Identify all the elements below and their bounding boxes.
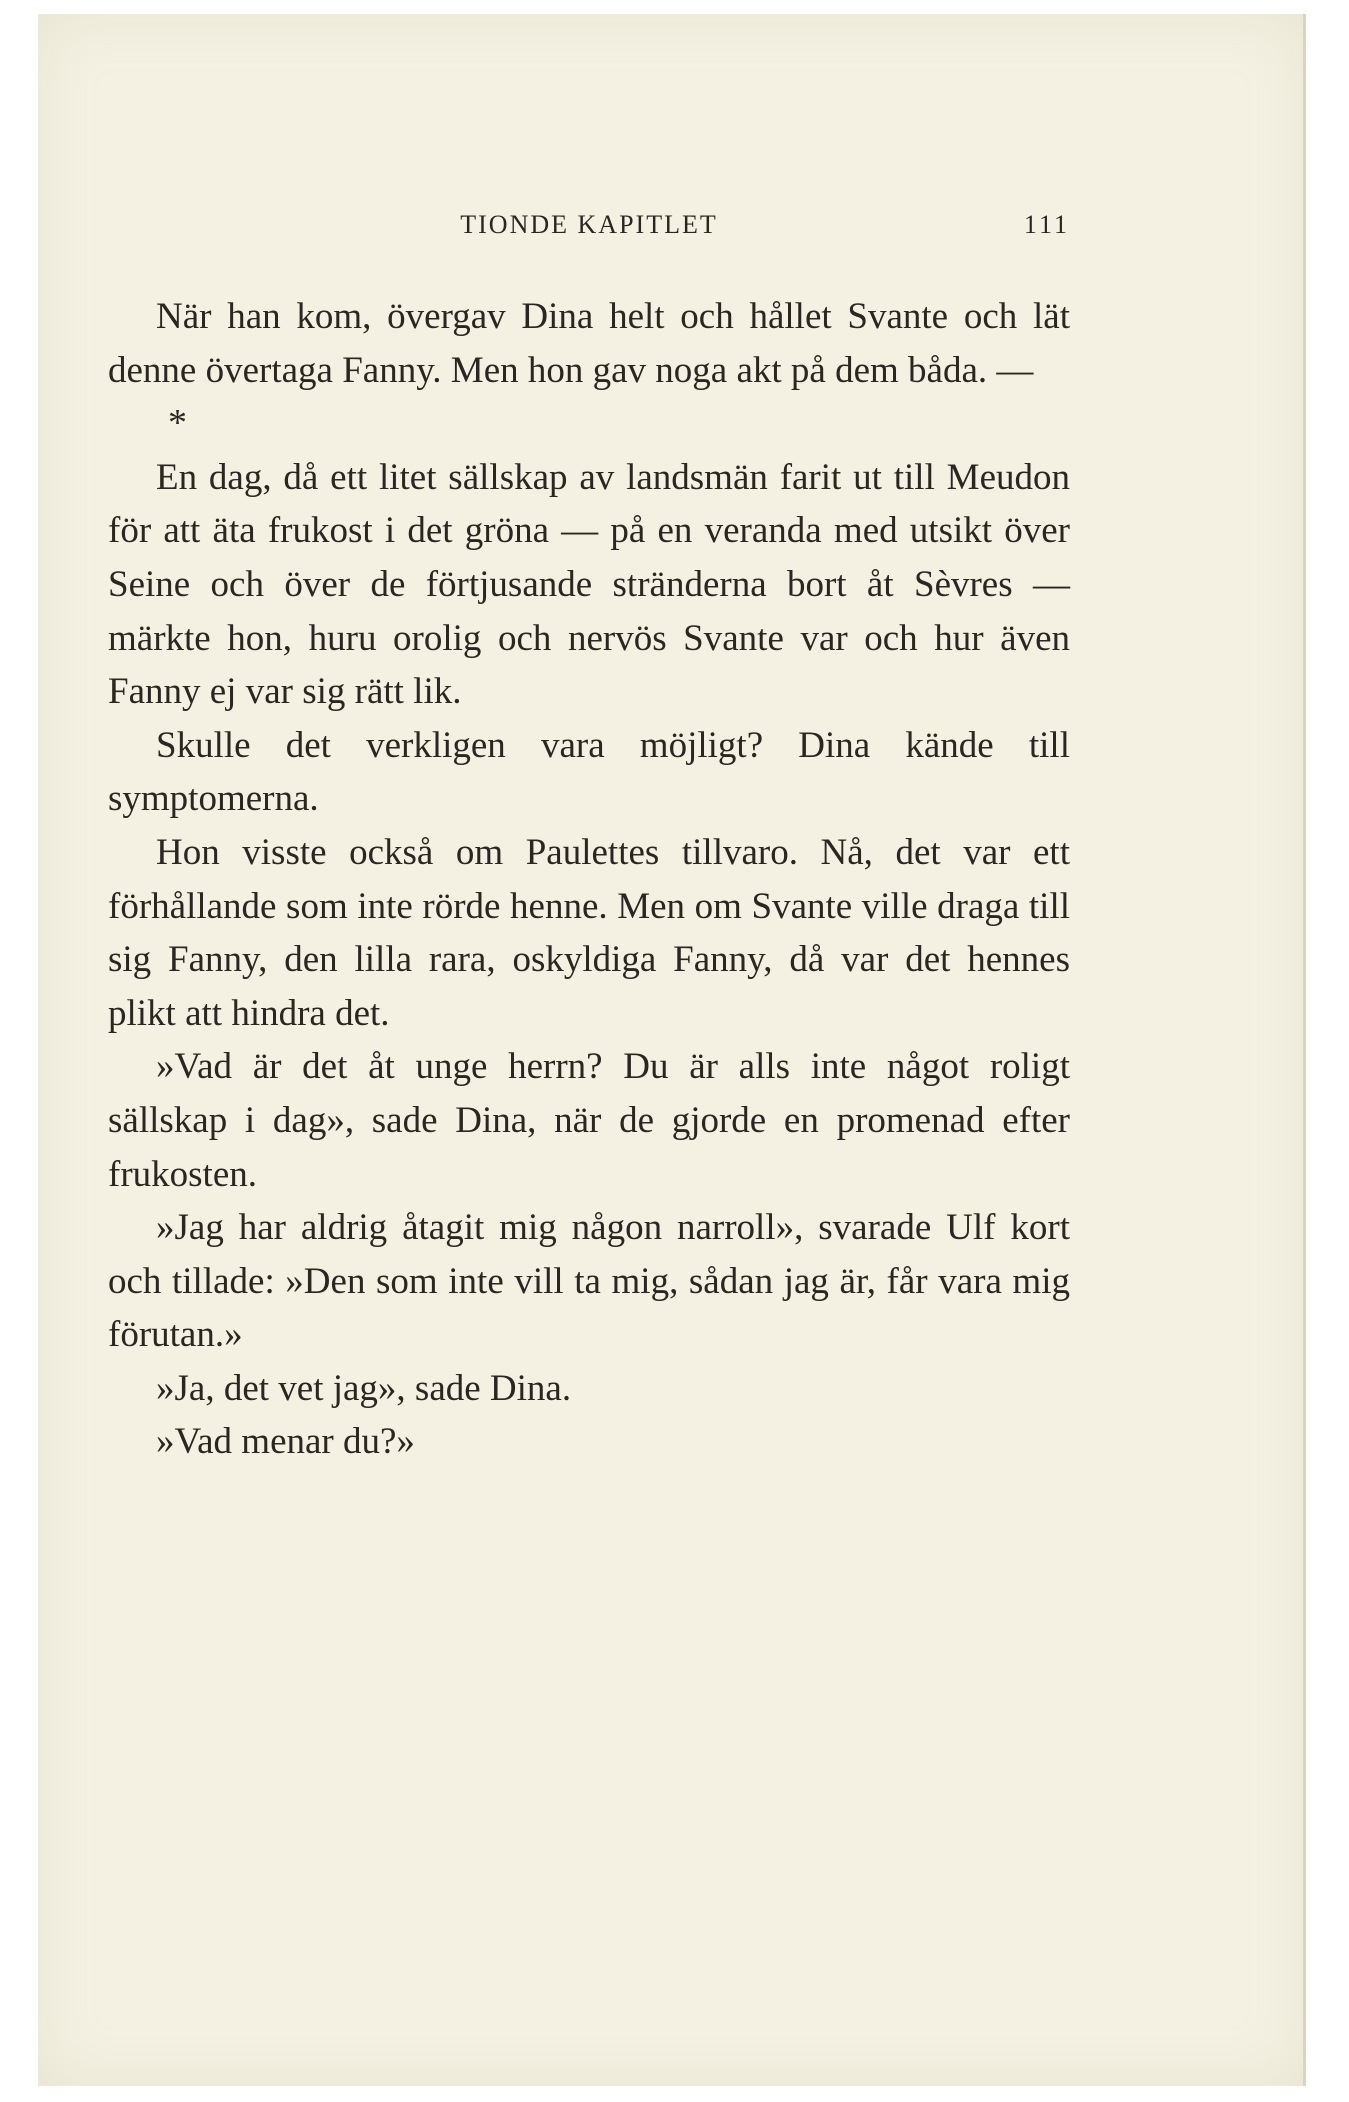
paragraph: Skulle det verkligen vara möjligt? Dina kände till symptomerna. (108, 724, 1070, 820)
paragraph: Hon visste också om Paulettes tillvaro. Nå, det var ett förhållande som inte rörde henne. Men om Svante ville draga till sig Fanny, den lilla rara, oskyldiga Fanny, då var det hennes plikt att hindra det. (108, 831, 1070, 1034)
body-text (108, 290, 1070, 1469)
page-header (108, 210, 1070, 260)
page-edge (1303, 14, 1306, 2086)
paragraph: »Vad är det åt unge herrn? Du är alls inte något roligt sällskap i dag», sade Dina, när de gjorde en promenad efter frukosten. (108, 1046, 1070, 1195)
paragraph: »Vad menar du?» (156, 1421, 415, 1463)
section-separator: * (168, 402, 187, 445)
page-number: 111 (1023, 210, 1070, 239)
paragraph: »Ja, det vet jag», sade Dina. (156, 1367, 572, 1409)
paragraph: En dag, då ett litet sällskap av landsmän farit ut till Meudon för att äta frukost i det gröna — på en veranda med utsikt över Seine och över de förtjusande stränderna bort åt Sèvres — märkte hon, huru orolig och nervös Svante var och hur även Fanny ej var sig rätt lik. (108, 456, 1070, 713)
paragraph: När han kom, övergav Dina helt och hållet Svante och lät denne övertaga Fanny. Men hon gav noga akt på dem båda. — (108, 296, 1070, 391)
paragraph: »Jag har aldrig åtagit mig någon narroll», svarade Ulf kort och tillade: »Den som inte vill ta mig, sådan jag är, får vara mig förutan.» (108, 1207, 1070, 1356)
running-head: TIONDE KAPITLET (460, 210, 718, 239)
